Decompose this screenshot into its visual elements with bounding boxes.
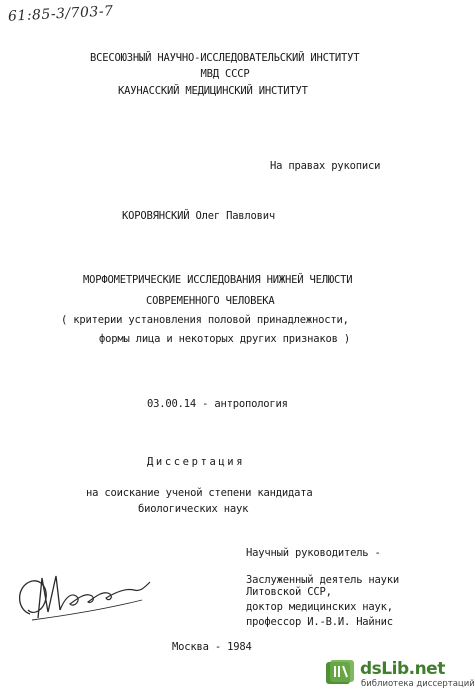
- institution-line-2: МВД СССР: [200, 68, 250, 80]
- institution-line-3: КАУНАССКИЙ МЕДИЦИНСКИЙ ИНСТИТУТ: [118, 85, 308, 97]
- degree-line-2: биологических наук: [138, 503, 249, 515]
- specialty-code: 03.00.14 - антропология: [147, 398, 288, 410]
- rights-notice: На правах рукописи: [270, 160, 381, 172]
- degree-line-1: на соискание ученой степени кандидата: [86, 487, 313, 499]
- dissertation-label: Диссертация: [147, 456, 246, 468]
- watermark-name: dsLib.net: [360, 659, 445, 679]
- supervisor-heading: Научный руководитель -: [246, 547, 381, 559]
- institution-line-1: ВСЕСОЮЗНЫЙ НАУЧНО-ИССЛЕДОВАТЕЛЬСКИЙ ИНСТИТУТ: [90, 52, 360, 64]
- handwritten-archive-code: 61:85-3/703-7: [7, 3, 114, 25]
- watermark-subtitle: библиотека диссертаций: [361, 679, 475, 689]
- title-line-4: формы лица и некоторых других признаков ): [99, 333, 350, 345]
- title-line-2: СОВРЕМЕННОГО ЧЕЛОВЕКА: [146, 295, 275, 307]
- supervisor-line-4: профессор И.-В.И. Найнис: [246, 616, 393, 628]
- city-year: Москва - 1984: [172, 641, 252, 653]
- dslib-logo-icon: [324, 658, 358, 688]
- supervisor-line-2: Литовской ССР,: [246, 586, 332, 598]
- author-name: КОРОВЯНСКИЙ Олег Павлович: [122, 210, 276, 222]
- title-line-3: ( критерии установления половой принадлежности,: [61, 314, 349, 326]
- handwritten-signature: [12, 570, 162, 630]
- supervisor-line-1: Заслуженный деятель науки: [246, 574, 400, 586]
- dslib-watermark: [324, 656, 475, 690]
- title-line-1: МОРФОМЕТРИЧЕСКИЕ ИССЛЕДОВАНИЯ НИЖНЕЙ ЧЕЛЮСТИ: [83, 274, 353, 286]
- supervisor-line-3: доктор медицинских наук,: [246, 601, 393, 613]
